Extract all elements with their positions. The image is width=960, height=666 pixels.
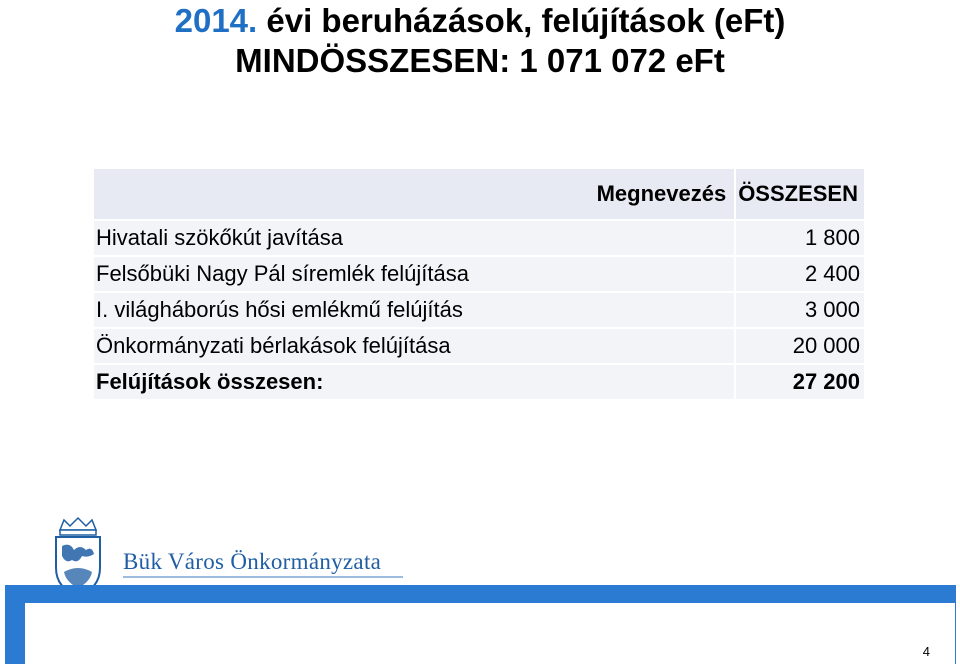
row-name: I. világháborús hősi emlékmű felújítás xyxy=(94,292,735,328)
organization-underline xyxy=(123,576,403,578)
title-text: évi beruházások, felújítások (eFt) xyxy=(257,2,786,39)
table-row xyxy=(94,256,864,292)
total-value: 27 200 xyxy=(735,364,864,400)
table-header-row xyxy=(94,169,864,220)
page-subtitle-total: MINDÖSSZESEN: 1 071 072 eFt xyxy=(235,42,725,79)
row-value: 20 000 xyxy=(735,328,864,364)
investment-table xyxy=(94,169,864,401)
row-value: 1 800 xyxy=(735,220,864,256)
table-total-row xyxy=(94,364,864,400)
page-number: 4 xyxy=(922,644,930,659)
page-title xyxy=(0,2,960,40)
row-name: Hivatali szökőkút javítása xyxy=(94,220,735,256)
total-label: Felújítások összesen: xyxy=(94,364,735,400)
row-name: Felsőbüki Nagy Pál síremlék felújítása xyxy=(94,256,735,292)
row-value: 2 400 xyxy=(735,256,864,292)
organization-name: Bük Város Önkormányzata xyxy=(123,549,382,574)
table-row xyxy=(94,220,864,256)
row-value: 3 000 xyxy=(735,292,864,328)
footer-white-panel xyxy=(25,603,955,665)
row-name: Önkormányzati bérlakások felújítása xyxy=(94,328,735,364)
header-total: ÖSSZESEN xyxy=(735,169,864,220)
title-year: 2014. xyxy=(174,2,258,39)
table-row xyxy=(94,328,864,364)
header-name: Megnevezés xyxy=(94,169,735,220)
table-row xyxy=(94,292,864,328)
